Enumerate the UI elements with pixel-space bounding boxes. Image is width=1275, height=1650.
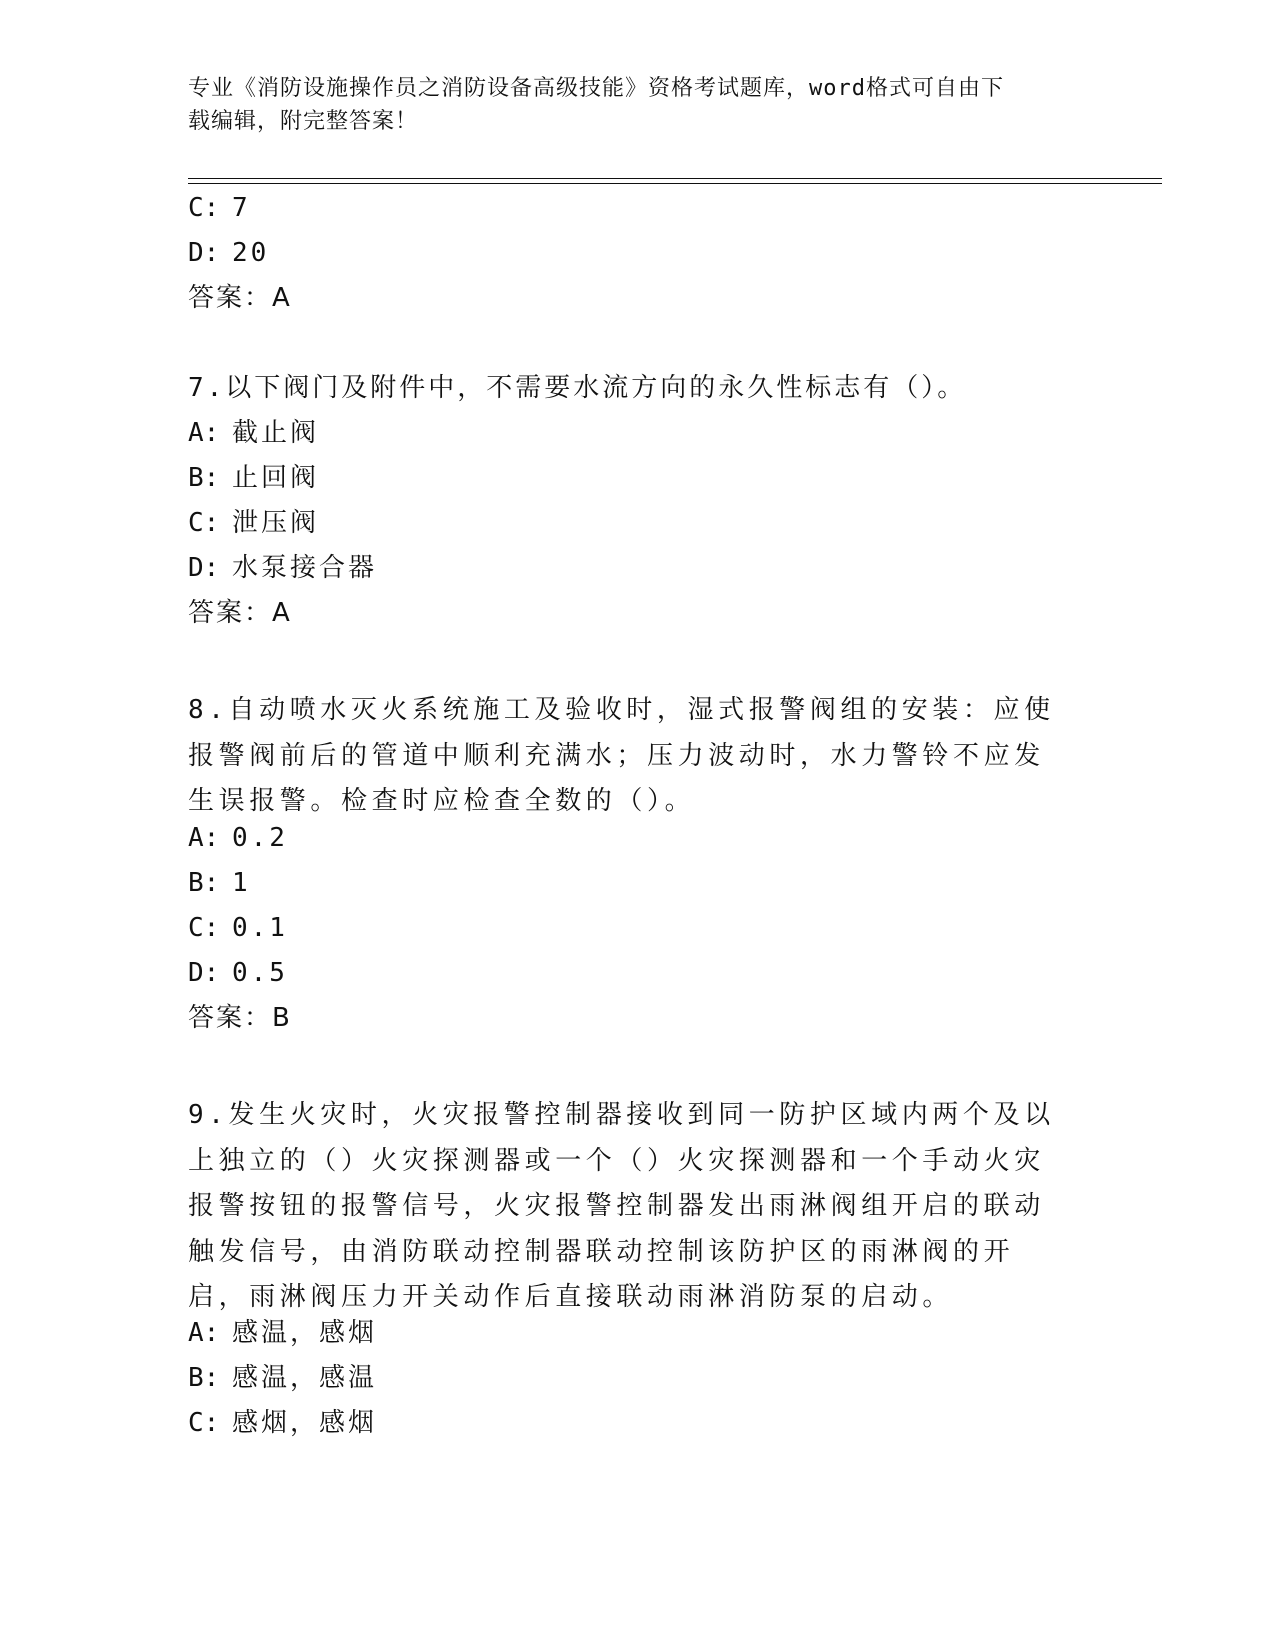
option-c	[188, 913, 288, 943]
option-d	[188, 238, 269, 268]
option-c	[188, 193, 251, 223]
option-label: D:	[188, 958, 220, 988]
option-b	[188, 463, 319, 493]
answer-line: 答案：B	[188, 1003, 292, 1033]
option-label: C:	[188, 1408, 220, 1438]
header-line-2: 载编辑，附完整答案！	[188, 109, 419, 134]
option-c	[188, 1408, 377, 1438]
option-text: 7	[232, 193, 251, 223]
question-7-text: 7.以下阀门及附件中，不需要水流方向的永久性标志有（）。	[188, 373, 967, 403]
option-text: 感烟，感烟	[232, 1408, 378, 1438]
option-text: 1	[232, 868, 251, 898]
option-label: B:	[188, 1363, 220, 1393]
header-divider-top	[188, 178, 1162, 179]
option-label: C:	[188, 193, 220, 223]
option-text: 0.5	[232, 958, 288, 988]
option-a	[188, 418, 319, 448]
option-text: 水泵接合器	[232, 553, 378, 583]
answer-line: 答案：A	[188, 283, 292, 313]
option-label: A:	[188, 823, 220, 853]
option-text: 感温，感温	[232, 1363, 378, 1393]
option-text: 20	[232, 238, 270, 268]
option-label: D:	[188, 238, 220, 268]
question-9-text: 9.发生火灾时，火灾报警控制器接收到同一防护区域内两个及以上独立的（）火灾探测器或一个（）火灾探测器和一个手动火灾报警按钮的报警信号，火灾报警控制器发出雨淋阀组开启的联动触发信号，由消防联动控制器联动控制该防护区的雨淋阀的开启，雨淋阀压力开关动作后直接联动雨淋消防泵的启动。	[188, 1100, 1055, 1312]
option-b	[188, 1363, 377, 1393]
question-8-text: 8.自动喷水灭火系统施工及验收时，湿式报警阀组的安装：应使报警阀前后的管道中顺利充满水；压力波动时，水力警铃不应发生误报警。检查时应检查全数的（）。	[188, 695, 1055, 816]
option-text: 泄压阀	[232, 508, 320, 538]
option-text: 止回阀	[232, 463, 320, 493]
document-header	[188, 72, 1068, 138]
option-a	[188, 823, 288, 853]
answer-line: 答案：A	[188, 598, 292, 628]
option-text: 0.2	[232, 823, 288, 853]
option-c	[188, 508, 319, 538]
option-b	[188, 868, 251, 898]
option-label: D:	[188, 553, 220, 583]
option-label: C:	[188, 913, 220, 943]
header-line-1: 专业《消防设施操作员之消防设备高级技能》资格考试题库，word格式可自由下	[188, 76, 1004, 101]
option-label: C:	[188, 508, 220, 538]
option-text: 感温，感烟	[232, 1318, 378, 1348]
option-d	[188, 553, 377, 583]
option-label: A:	[188, 1318, 220, 1348]
option-label: A:	[188, 418, 220, 448]
option-text: 截止阀	[232, 418, 320, 448]
option-d	[188, 958, 288, 988]
option-label: B:	[188, 463, 220, 493]
option-label: B:	[188, 868, 220, 898]
option-a	[188, 1318, 377, 1348]
header-divider-bottom	[188, 183, 1162, 184]
option-text: 0.1	[232, 913, 288, 943]
